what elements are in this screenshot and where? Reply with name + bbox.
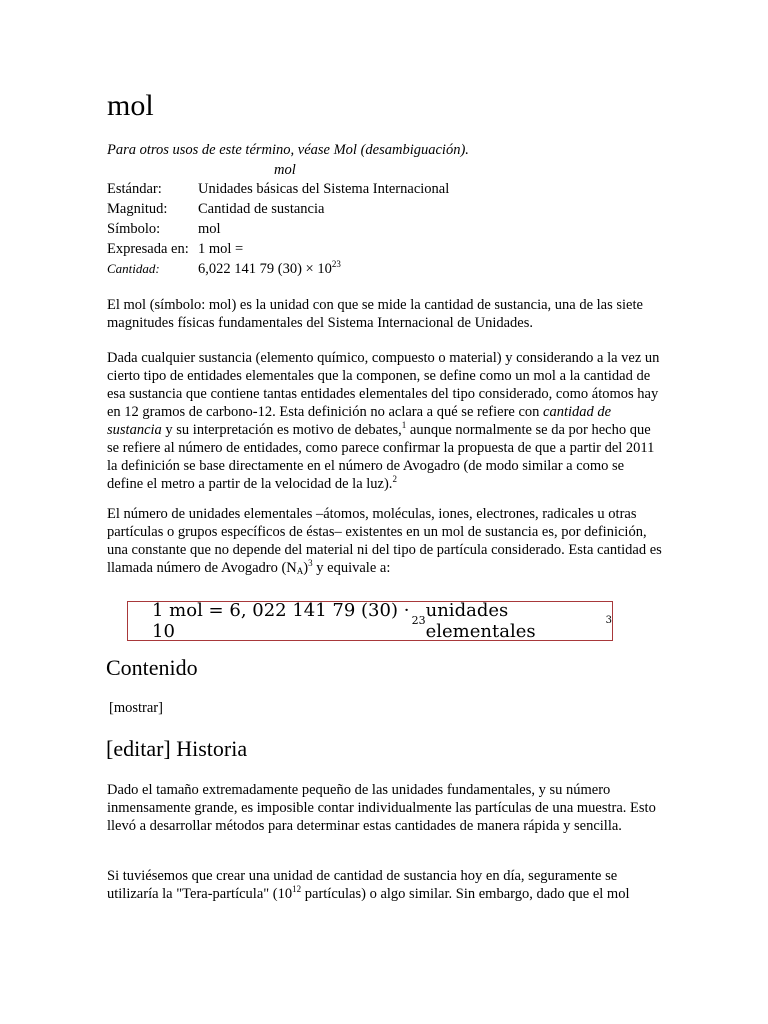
infobox-value[interactable]: Cantidad de sustancia xyxy=(198,201,325,217)
formula-lhs: 1 mol = 6, 022 141 79 (30) · 10 xyxy=(152,600,410,642)
quantity-value: 6,022 141 79 (30) × 10 xyxy=(198,261,332,277)
reference-link[interactable]: 1 xyxy=(401,420,407,430)
infobox-key: Estándar: xyxy=(107,181,162,197)
infobox-caption: mol xyxy=(274,162,296,178)
hatnote[interactable]: Para otros usos de este término, véase Mol (desambiguación). xyxy=(107,142,469,158)
historia-text: partículas) o algo similar. Sin embargo, dado que el mol xyxy=(301,886,630,902)
definition-text: aunque normalmente se da por hecho que se refiere al número de entidades, como parece confirmar la propuesta de que a partir del 2011 la definición se base directamente en el número de Avogadro (de modo similar a como se define el metro a partir de la velocidad de la luz). xyxy=(107,422,655,492)
definition-paragraph xyxy=(107,349,663,493)
avogadro-text: El número de unidades elementales –átomos, moléculas, iones, electrones, radicales u otras partículas o grupos específicos de éstas– existentes en un mol de sustancia es, por definición, una constante que no depende del material ni del tipo de partícula considerado. Esta cantidad es llamada número de Avogadro (N xyxy=(107,506,662,576)
infobox-key: Cantidad: xyxy=(107,261,160,276)
infobox-value: 1 mol = xyxy=(198,241,244,257)
historia-paragraph-2 xyxy=(107,867,663,903)
page-title: mol xyxy=(107,89,154,122)
infobox-row-standard xyxy=(105,180,451,200)
infobox-row-expressed xyxy=(105,240,451,260)
avogadro-paragraph xyxy=(107,505,663,577)
infobox-row-symbol xyxy=(105,220,451,240)
infobox-value: mol xyxy=(198,221,221,237)
formula-rhs: unidades elementales xyxy=(425,600,536,642)
contents-heading: Contenido xyxy=(106,655,198,680)
infobox-key: Expresada en: xyxy=(107,241,189,257)
definition-text: y su interpretación es motivo de debates, xyxy=(161,422,402,438)
historia-paragraph-1: Dado el tamaño extremadamente pequeño de las unidades fundamentales, y su número inmensamente grande, es imposible contar individualmente las partículas de una muestra. Esto llevó a desarrollar métodos para determinar estas cantidades de manera rápida y sencilla. xyxy=(107,782,656,834)
infobox-row-quantity xyxy=(105,260,451,280)
infobox-key: Símbolo: xyxy=(107,221,161,237)
infobox-key: Magnitud: xyxy=(107,201,168,217)
definition-italic: cantidad de sustancia xyxy=(107,404,612,438)
historia-text: Si tuviésemos que crear una unidad de cantidad de sustancia hoy en día, seguramente se utilizaría la "Tera-partícula" (10 xyxy=(107,868,618,902)
avogadro-subscript: A xyxy=(296,566,304,576)
infobox-row-magnitude xyxy=(105,200,451,220)
definition-text: Dada cualquier sustancia (elemento químico, compuesto o material) y considerando a la vez un cierto tipo de entidades elementales que la componen, se define como un mol a la cantidad de esa sustancia que contiene tantas entidades elementales del tipo considerado, como átomos hay en 12 gramos de carbono-12. Esta definición no aclara a qué se refiere con xyxy=(107,350,660,420)
contents-toggle[interactable]: [mostrar] xyxy=(109,700,163,716)
infobox-value[interactable]: Unidades básicas del Sistema Internacional xyxy=(198,181,450,197)
reference-link[interactable]: 3 xyxy=(308,558,313,568)
quantity-exponent: 23 xyxy=(331,259,341,269)
formula-box: 1 mol = 6, 022 141 79 (30) · 10 23 unidades elementales 3 xyxy=(127,601,613,641)
historia-heading[interactable]: [editar] Historia xyxy=(106,736,248,761)
avogadro-text: ) xyxy=(303,560,309,576)
historia-exponent: 12 xyxy=(292,884,302,894)
reference-link[interactable]: 2 xyxy=(392,474,397,484)
infobox-value xyxy=(196,260,451,280)
intro-paragraph: El mol (símbolo: mol) es la unidad con que se mide la cantidad de sustancia, una de las siete magnitudes físicas fundamentales del Sistema Internacional de Unidades. xyxy=(107,297,643,331)
infobox xyxy=(105,180,451,280)
avogadro-text: y equivale a: xyxy=(312,560,391,576)
